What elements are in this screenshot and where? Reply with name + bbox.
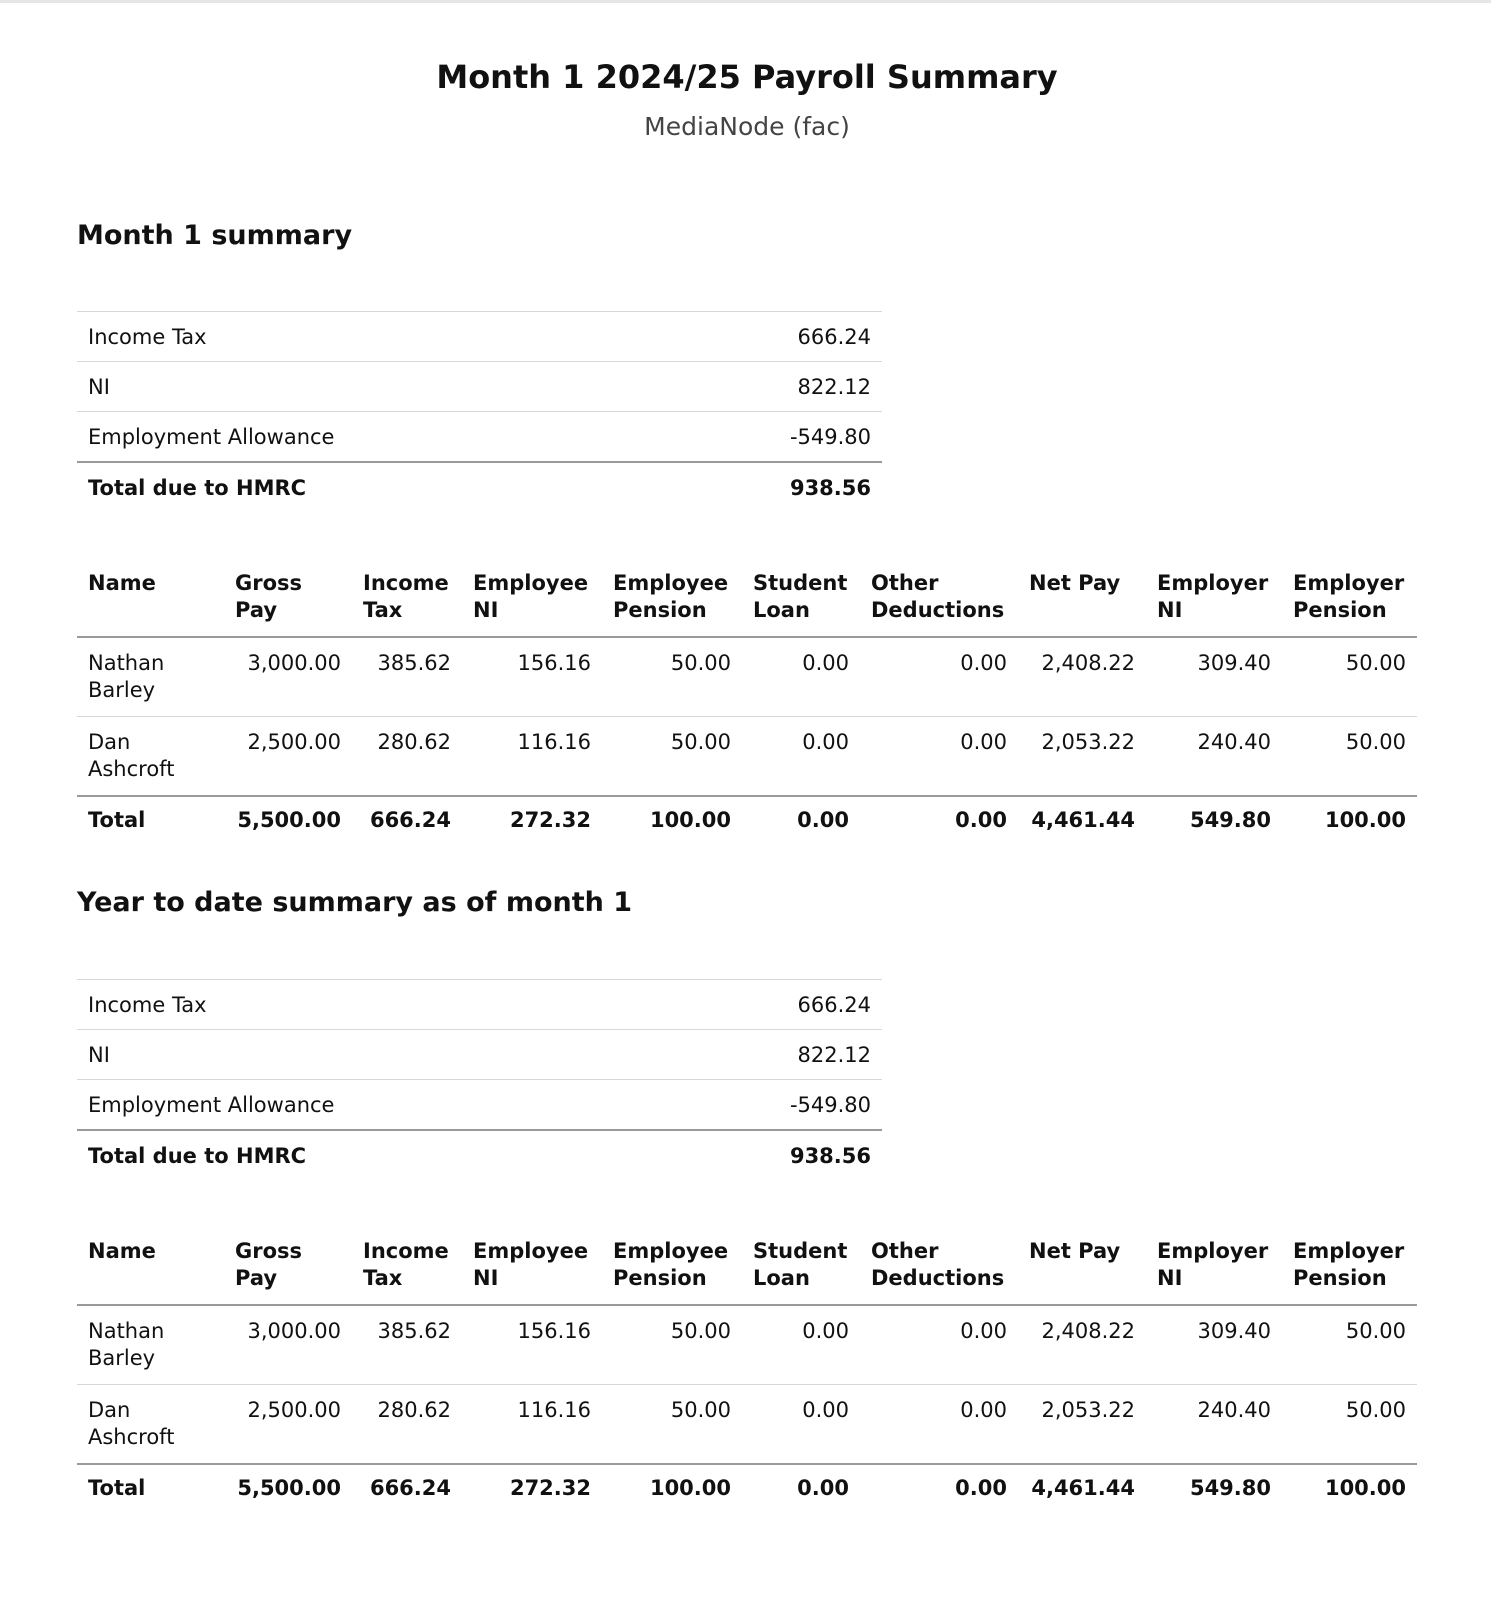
hmrc-total-label: Total due to HMRC (77, 1130, 659, 1180)
total-cell: 100.00 (1282, 1464, 1417, 1514)
hmrc-row (77, 980, 882, 1030)
table-cell: 240.40 (1146, 717, 1282, 797)
employee-name: Dan Ashcroft (77, 717, 224, 797)
column-header: Employer Pension (1282, 1228, 1417, 1305)
total-cell: 272.32 (462, 1464, 602, 1514)
table-total-row (77, 1464, 1417, 1514)
column-header: Employee Pension (602, 560, 742, 637)
total-cell: 100.00 (1282, 796, 1417, 846)
hmrc-value: 822.12 (659, 362, 882, 412)
total-cell: 4,461.44 (1018, 1464, 1146, 1514)
table-header-row (77, 560, 1417, 637)
table-cell: 0.00 (742, 1385, 860, 1465)
table-cell: 0.00 (742, 1305, 860, 1385)
table-cell: 50.00 (602, 1385, 742, 1465)
table-cell: 2,500.00 (224, 1385, 352, 1465)
table-cell: 50.00 (1282, 717, 1417, 797)
column-header: Gross Pay (224, 560, 352, 637)
column-header: Employee NI (462, 1228, 602, 1305)
column-header: Net Pay (1018, 1228, 1146, 1305)
column-header: Name (77, 560, 224, 637)
section-heading-ytd: Year to date summary as of month 1 (77, 887, 633, 918)
table-cell: 280.62 (352, 717, 462, 797)
column-header: Income Tax (352, 1228, 462, 1305)
table-cell: 50.00 (1282, 1305, 1417, 1385)
employee-table-ytd (77, 1228, 1417, 1514)
column-header: Employer Pension (1282, 560, 1417, 637)
hmrc-label: NI (77, 1030, 659, 1080)
employee-name: Dan Ashcroft (77, 1385, 224, 1465)
hmrc-summary-table-ytd (77, 979, 882, 1180)
hmrc-row (77, 1030, 882, 1080)
column-header: Student Loan (742, 1228, 860, 1305)
column-header: Income Tax (352, 560, 462, 637)
table-cell: 309.40 (1146, 1305, 1282, 1385)
table-cell: 2,053.22 (1018, 717, 1146, 797)
hmrc-row (77, 412, 882, 463)
table-cell: 50.00 (602, 1305, 742, 1385)
table-cell: 0.00 (860, 717, 1018, 797)
total-cell: 0.00 (860, 1464, 1018, 1514)
table-cell: 0.00 (860, 637, 1018, 717)
employee-name: Nathan Barley (77, 1305, 224, 1385)
column-header: Employer NI (1146, 560, 1282, 637)
table-cell: 50.00 (1282, 1385, 1417, 1465)
hmrc-total-value: 938.56 (659, 1130, 882, 1180)
hmrc-value: 822.12 (659, 1030, 882, 1080)
table-cell: 116.16 (462, 1385, 602, 1465)
table-cell: 2,053.22 (1018, 1385, 1146, 1465)
column-header: Net Pay (1018, 560, 1146, 637)
column-header: Employer NI (1146, 1228, 1282, 1305)
table-cell: 2,500.00 (224, 717, 352, 797)
table-cell: 156.16 (462, 1305, 602, 1385)
table-cell: 0.00 (742, 717, 860, 797)
hmrc-total-label: Total due to HMRC (77, 462, 659, 512)
page-title: Month 1 2024/25 Payroll Summary (436, 58, 1058, 96)
table-row (77, 717, 1417, 797)
total-cell: 4,461.44 (1018, 796, 1146, 846)
table-cell: 50.00 (1282, 637, 1417, 717)
hmrc-row (77, 362, 882, 412)
table-row (77, 637, 1417, 717)
employee-table-month (77, 560, 1417, 846)
total-label: Total (77, 1464, 224, 1514)
company-name: MediaNode (fac) (644, 112, 850, 141)
hmrc-label: Employment Allowance (77, 412, 659, 463)
table-cell: 50.00 (602, 637, 742, 717)
column-header: Other Deductions (860, 560, 1018, 637)
total-cell: 5,500.00 (224, 796, 352, 846)
table-cell: 2,408.22 (1018, 637, 1146, 717)
hmrc-total-row (77, 1130, 882, 1180)
hmrc-value: -549.80 (659, 1080, 882, 1131)
column-header: Employee Pension (602, 1228, 742, 1305)
hmrc-total-value: 938.56 (659, 462, 882, 512)
column-header: Other Deductions (860, 1228, 1018, 1305)
table-cell: 0.00 (860, 1305, 1018, 1385)
table-row (77, 1305, 1417, 1385)
hmrc-label: Income Tax (77, 312, 659, 362)
total-cell: 666.24 (352, 796, 462, 846)
hmrc-row (77, 312, 882, 362)
column-header: Name (77, 1228, 224, 1305)
hmrc-total-row (77, 462, 882, 512)
total-cell: 272.32 (462, 796, 602, 846)
table-row (77, 1385, 1417, 1465)
total-cell: 666.24 (352, 1464, 462, 1514)
table-cell: 3,000.00 (224, 637, 352, 717)
table-cell: 50.00 (602, 717, 742, 797)
hmrc-label: Employment Allowance (77, 1080, 659, 1131)
table-cell: 385.62 (352, 1305, 462, 1385)
section-heading-month: Month 1 summary (77, 220, 353, 251)
table-cell: 385.62 (352, 637, 462, 717)
table-cell: 240.40 (1146, 1385, 1282, 1465)
hmrc-label: NI (77, 362, 659, 412)
table-header-row (77, 1228, 1417, 1305)
total-cell: 100.00 (602, 1464, 742, 1514)
hmrc-summary-table-month (77, 311, 882, 512)
total-cell: 5,500.00 (224, 1464, 352, 1514)
table-cell: 156.16 (462, 637, 602, 717)
table-total-row (77, 796, 1417, 846)
hmrc-row (77, 1080, 882, 1131)
employee-name: Nathan Barley (77, 637, 224, 717)
table-cell: 116.16 (462, 717, 602, 797)
column-header: Gross Pay (224, 1228, 352, 1305)
total-cell: 100.00 (602, 796, 742, 846)
table-cell: 0.00 (742, 637, 860, 717)
column-header: Employee NI (462, 560, 602, 637)
table-cell: 0.00 (860, 1385, 1018, 1465)
table-cell: 3,000.00 (224, 1305, 352, 1385)
total-cell: 549.80 (1146, 796, 1282, 846)
column-header: Student Loan (742, 560, 860, 637)
hmrc-label: Income Tax (77, 980, 659, 1030)
hmrc-value: 666.24 (659, 312, 882, 362)
table-cell: 280.62 (352, 1385, 462, 1465)
total-cell: 0.00 (742, 796, 860, 846)
hmrc-value: -549.80 (659, 412, 882, 463)
table-cell: 309.40 (1146, 637, 1282, 717)
table-cell: 2,408.22 (1018, 1305, 1146, 1385)
total-cell: 0.00 (742, 1464, 860, 1514)
hmrc-value: 666.24 (659, 980, 882, 1030)
total-cell: 549.80 (1146, 1464, 1282, 1514)
total-cell: 0.00 (860, 796, 1018, 846)
total-label: Total (77, 796, 224, 846)
top-divider (0, 0, 1491, 3)
